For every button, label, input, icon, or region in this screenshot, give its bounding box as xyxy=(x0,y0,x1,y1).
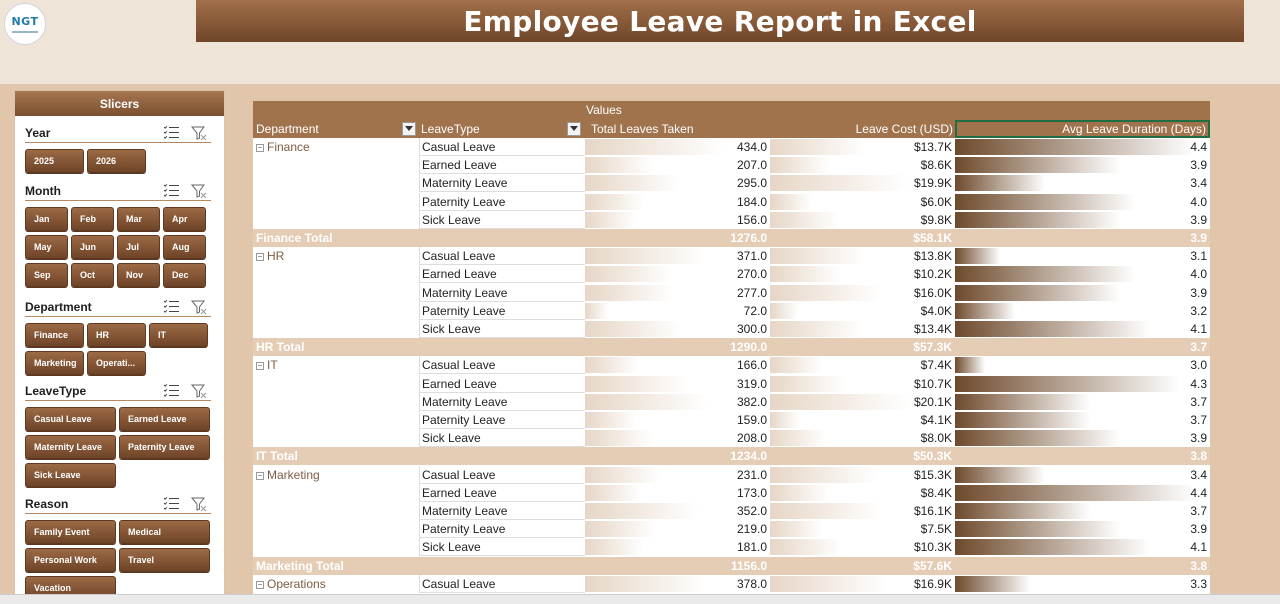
total-leaves-cell[interactable]: 319.0 xyxy=(736,376,767,391)
title-bar xyxy=(196,0,1244,42)
slicer-item-button[interactable]: 2026 xyxy=(87,149,146,173)
slicer-item-button[interactable]: Maternity Leave xyxy=(25,435,116,459)
leave-type-cell[interactable]: Sick Leave xyxy=(419,429,585,447)
table-row[interactable] xyxy=(253,174,1210,192)
slicer-item-button[interactable]: Feb xyxy=(71,207,114,231)
table-row[interactable] xyxy=(253,138,1210,156)
slicer-year xyxy=(25,123,225,173)
leavetype-filter-dropdown[interactable] xyxy=(567,122,581,136)
leave-type-cell[interactable]: Maternity Leave xyxy=(419,174,585,192)
slicer-item-button[interactable]: Earned Leave xyxy=(119,407,210,431)
total-leaves-column-header: Total Leaves Taken xyxy=(591,122,694,136)
leave-cost-cell[interactable]: $8.0K xyxy=(920,431,952,446)
clear-filter-icon[interactable] xyxy=(191,299,211,315)
table-row[interactable] xyxy=(253,247,1210,265)
leave-type-cell[interactable]: Earned Leave xyxy=(419,156,585,174)
clear-filter-icon[interactable] xyxy=(191,125,211,141)
table-row[interactable] xyxy=(253,520,1210,538)
slicer-header xyxy=(25,494,211,514)
table-row[interactable] xyxy=(253,575,1210,593)
avg-duration-cell[interactable]: 3.0 xyxy=(1190,358,1207,373)
subtotal-cost[interactable]: $58.1K xyxy=(913,231,952,245)
avg-duration-cell[interactable]: 4.4 xyxy=(1190,140,1207,154)
subtotal-avg[interactable]: 3.9 xyxy=(1190,231,1207,245)
subtotal-row[interactable] xyxy=(253,229,1210,247)
total-leaves-cell[interactable]: 352.0 xyxy=(736,504,767,518)
leave-cost-cell[interactable]: $7.5K xyxy=(920,522,952,537)
total-leaves-cell[interactable]: 166.0 xyxy=(736,358,767,373)
pivot-values-header-row xyxy=(253,101,1210,120)
avg-duration-cell[interactable]: 4.3 xyxy=(1190,376,1207,391)
total-leaves-cell[interactable]: 184.0 xyxy=(736,194,767,209)
slicer-item-button[interactable]: 2025 xyxy=(25,149,84,173)
logo-text: NGT xyxy=(11,15,39,28)
leave-cost-cell[interactable]: $4.0K xyxy=(920,303,952,318)
subtotal-label: HR Total xyxy=(256,340,305,355)
avg-duration-cell[interactable]: 3.9 xyxy=(1190,431,1207,446)
department-cell[interactable] xyxy=(256,575,326,593)
table-row[interactable] xyxy=(253,265,1210,283)
slicer-item-button[interactable]: Operati... xyxy=(87,351,146,375)
avg-duration-cell[interactable]: 4.1 xyxy=(1190,540,1207,555)
slicer-item-button[interactable]: Apr xyxy=(163,207,206,231)
slicer-buttons xyxy=(25,149,215,173)
collapse-icon[interactable]: − xyxy=(257,252,263,262)
subtotal-leaves[interactable]: 1234.0 xyxy=(730,449,767,464)
slicer-item-button[interactable]: Oct xyxy=(71,263,114,287)
avg-duration-cell[interactable]: 4.1 xyxy=(1190,322,1207,336)
leave-type-cell[interactable]: Sick Leave xyxy=(419,211,585,229)
avg-duration-cell[interactable]: 3.4 xyxy=(1190,467,1207,482)
avg-duration-cell[interactable]: 4.0 xyxy=(1190,267,1207,282)
slicer-item-button[interactable]: Casual Leave xyxy=(25,407,116,431)
leave-cost-cell[interactable]: $9.8K xyxy=(920,212,952,227)
total-leaves-cell[interactable]: 219.0 xyxy=(736,522,767,537)
subtotal-leaves[interactable]: 1156.0 xyxy=(730,558,767,573)
slicer-panel xyxy=(14,90,225,604)
total-leaves-cell[interactable]: 270.0 xyxy=(736,267,767,282)
slicer-item-button[interactable]: Aug xyxy=(163,235,206,259)
leave-type-cell[interactable]: Sick Leave xyxy=(419,538,585,556)
slicer-reason xyxy=(25,494,225,600)
avg-duration-cell[interactable]: 3.7 xyxy=(1190,394,1207,409)
collapse-icon[interactable]: − xyxy=(257,361,263,371)
slicer-item-button[interactable]: May xyxy=(25,235,68,259)
avg-duration-cell[interactable]: 3.7 xyxy=(1190,504,1207,518)
total-leaves-cell[interactable]: 434.0 xyxy=(736,140,767,154)
leave-type-cell[interactable]: Maternity Leave xyxy=(419,393,585,411)
leave-type-cell[interactable]: Paternity Leave xyxy=(419,193,585,211)
table-row[interactable] xyxy=(253,320,1210,338)
slicer-item-button[interactable]: Travel xyxy=(119,548,210,572)
selected-cell-outline xyxy=(955,120,1210,138)
leave-type-cell[interactable]: Casual Leave xyxy=(419,356,585,374)
subtotal-cost[interactable]: $57.6K xyxy=(913,558,952,573)
table-row[interactable] xyxy=(253,429,1210,447)
leave-cost-cell[interactable]: $15.3K xyxy=(913,467,952,482)
leave-cost-cell[interactable]: $20.1K xyxy=(913,394,952,409)
multi-select-icon[interactable] xyxy=(163,496,183,512)
slicer-buttons xyxy=(25,207,215,287)
clear-filter-icon[interactable] xyxy=(191,496,211,512)
multi-select-icon[interactable] xyxy=(163,183,183,199)
table-row[interactable] xyxy=(253,356,1210,374)
slicer-leavetype xyxy=(25,381,225,487)
total-leaves-cell[interactable]: 207.0 xyxy=(736,158,767,173)
subtotal-avg[interactable]: 3.8 xyxy=(1190,558,1207,573)
slicer-title: Department xyxy=(25,299,92,314)
subtotal-row[interactable] xyxy=(253,338,1210,356)
avg-duration-cell[interactable]: 3.3 xyxy=(1190,576,1207,591)
table-row[interactable] xyxy=(253,411,1210,429)
subtotal-cost[interactable]: $57.3K xyxy=(913,340,952,355)
table-row[interactable] xyxy=(253,193,1210,211)
total-leaves-cell[interactable]: 382.0 xyxy=(736,394,767,409)
total-leaves-cell[interactable]: 156.0 xyxy=(736,212,767,227)
avg-duration-cell[interactable]: 3.7 xyxy=(1190,413,1207,427)
leave-cost-cell[interactable]: $7.4K xyxy=(920,358,952,373)
slicer-item-button[interactable]: Marketing xyxy=(25,351,84,375)
slicer-item-button[interactable]: Vacation xyxy=(25,576,116,600)
leave-cost-cell[interactable]: $13.4K xyxy=(913,322,952,336)
total-leaves-cell[interactable]: 371.0 xyxy=(736,249,767,264)
multi-select-icon[interactable] xyxy=(163,383,183,399)
table-row[interactable] xyxy=(253,538,1210,556)
leave-cost-cell[interactable]: $16.9K xyxy=(913,576,952,591)
slicer-panel-header: Slicers xyxy=(15,91,224,116)
table-row[interactable] xyxy=(253,466,1210,484)
leave-cost-cell[interactable]: $13.7K xyxy=(913,140,952,154)
leave-cost-cell[interactable]: $16.1K xyxy=(913,504,952,518)
leave-type-cell[interactable]: Maternity Leave xyxy=(419,502,585,520)
total-leaves-cell[interactable]: 231.0 xyxy=(736,467,767,482)
leave-cost-cell[interactable]: $10.3K xyxy=(913,540,952,555)
clear-filter-icon[interactable] xyxy=(191,183,211,199)
leave-cost-cell[interactable]: $16.0K xyxy=(913,285,952,300)
department-name: Marketing xyxy=(267,467,320,482)
total-leaves-cell[interactable]: 208.0 xyxy=(736,431,767,446)
department-cell[interactable] xyxy=(256,247,284,265)
pivot-table[interactable] xyxy=(253,101,1210,604)
leave-type-cell[interactable]: Paternity Leave xyxy=(419,520,585,538)
slicer-item-button[interactable]: Family Event xyxy=(25,520,116,544)
leave-type-cell[interactable]: Casual Leave xyxy=(419,466,585,484)
department-filter-dropdown[interactable] xyxy=(402,122,416,136)
slicer-buttons xyxy=(25,407,215,487)
slicer-header xyxy=(25,181,211,201)
subtotal-avg[interactable]: 3.8 xyxy=(1190,449,1207,464)
avg-duration-cell[interactable]: 4.0 xyxy=(1190,194,1207,209)
total-leaves-cell[interactable]: 159.0 xyxy=(736,413,767,427)
leave-cost-cell[interactable]: $8.4K xyxy=(920,485,952,500)
clear-filter-icon[interactable] xyxy=(191,383,211,399)
table-row[interactable] xyxy=(253,393,1210,411)
leave-cost-cell[interactable]: $19.9K xyxy=(913,176,952,191)
total-leaves-cell[interactable]: 72.0 xyxy=(743,303,767,318)
avg-duration-cell[interactable]: 3.9 xyxy=(1190,158,1207,173)
department-name: HR xyxy=(267,249,285,264)
slicer-title: Year xyxy=(25,125,51,140)
values-label: Values xyxy=(586,103,622,117)
slicer-buttons xyxy=(25,323,215,375)
company-logo xyxy=(4,3,46,45)
slicer-item-button[interactable]: Jul xyxy=(117,235,160,259)
table-row[interactable] xyxy=(253,502,1210,520)
department-cell[interactable] xyxy=(256,356,278,374)
multi-select-icon[interactable] xyxy=(163,299,183,315)
slicer-item-button[interactable]: Sep xyxy=(25,263,68,287)
avg-duration-cell[interactable]: 3.9 xyxy=(1190,522,1207,537)
slicer-item-button[interactable]: Jan xyxy=(25,207,68,231)
page-title: Employee Leave Report in Excel xyxy=(463,4,977,38)
table-row[interactable] xyxy=(253,484,1210,502)
total-leaves-cell[interactable]: 277.0 xyxy=(736,285,767,300)
department-name: Operations xyxy=(267,576,326,591)
slicer-header xyxy=(25,297,211,317)
slicer-item-button[interactable]: Jun xyxy=(71,235,114,259)
leave-cost-column-header: Leave Cost (USD) xyxy=(855,122,953,136)
department-cell[interactable] xyxy=(256,466,320,484)
leave-type-cell[interactable]: Maternity Leave xyxy=(419,284,585,302)
slicer-item-button[interactable]: Medical xyxy=(119,520,210,544)
slicer-item-button[interactable]: Nov xyxy=(117,263,160,287)
department-name: Finance xyxy=(267,140,310,154)
multi-select-icon[interactable] xyxy=(163,125,183,141)
subtotal-label: Finance Total xyxy=(256,231,333,245)
leave-cost-cell[interactable]: $10.7K xyxy=(913,376,952,391)
avg-duration-cell[interactable]: 3.2 xyxy=(1190,303,1207,318)
table-row[interactable] xyxy=(253,375,1210,393)
chevron-down-icon xyxy=(570,126,578,132)
leave-type-cell[interactable]: Casual Leave xyxy=(419,247,585,265)
subtotal-leaves[interactable]: 1276.0 xyxy=(730,231,767,245)
leavetype-column-header: LeaveType xyxy=(421,122,480,136)
avg-duration-cell[interactable]: 3.9 xyxy=(1190,285,1207,300)
slicer-item-button[interactable]: Finance xyxy=(25,323,84,347)
slicer-department xyxy=(25,297,225,375)
department-cell[interactable] xyxy=(256,138,310,156)
slicer-month xyxy=(25,181,225,287)
avg-duration-cell[interactable]: 3.1 xyxy=(1190,249,1207,264)
slicer-header xyxy=(25,123,211,143)
leave-cost-cell[interactable]: $10.2K xyxy=(913,267,952,282)
subtotal-avg[interactable]: 3.7 xyxy=(1190,340,1207,355)
leave-cost-cell[interactable]: $6.0K xyxy=(920,194,952,209)
leave-cost-cell[interactable]: $13.8K xyxy=(913,249,952,264)
department-column-header: Department xyxy=(256,122,319,136)
table-row[interactable] xyxy=(253,284,1210,302)
table-row[interactable] xyxy=(253,156,1210,174)
slicer-item-button[interactable]: Personal Work xyxy=(25,548,116,572)
slicer-buttons xyxy=(25,520,215,600)
leave-type-cell[interactable]: Paternity Leave xyxy=(419,302,585,320)
collapse-icon[interactable]: − xyxy=(257,579,263,589)
slicer-item-button[interactable]: Sick Leave xyxy=(25,463,116,487)
total-leaves-cell[interactable]: 181.0 xyxy=(736,540,767,555)
subtotal-leaves[interactable]: 1290.0 xyxy=(730,340,767,355)
slicer-item-button[interactable]: HR xyxy=(87,323,146,347)
leave-type-cell[interactable]: Earned Leave xyxy=(419,265,585,283)
slicer-item-button[interactable]: Dec xyxy=(163,263,206,287)
avg-duration-cell[interactable]: 3.9 xyxy=(1190,212,1207,227)
department-name: IT xyxy=(267,358,278,373)
sheet-tab-bar xyxy=(0,594,1280,604)
slicer-item-button[interactable]: Mar xyxy=(117,207,160,231)
avg-duration-column-header: Avg Leave Duration (Days) xyxy=(1062,122,1206,136)
chevron-down-icon xyxy=(405,126,413,132)
leave-type-cell[interactable]: Sick Leave xyxy=(419,320,585,338)
leave-cost-cell[interactable]: $4.1K xyxy=(920,413,952,427)
slicer-header xyxy=(25,381,211,401)
total-leaves-cell[interactable]: 295.0 xyxy=(736,176,767,191)
leave-type-cell[interactable]: Paternity Leave xyxy=(419,411,585,429)
avg-duration-cell[interactable]: 3.4 xyxy=(1190,176,1207,191)
slicer-item-button[interactable]: Paternity Leave xyxy=(119,435,210,459)
collapse-icon[interactable]: − xyxy=(257,470,263,480)
table-row[interactable] xyxy=(253,211,1210,229)
subtotal-label: IT Total xyxy=(256,449,298,464)
subtotal-row[interactable] xyxy=(253,447,1210,465)
slicer-title: Reason xyxy=(25,496,69,511)
subtotal-row[interactable] xyxy=(253,557,1210,575)
logo-underline xyxy=(12,31,38,33)
avg-duration-cell[interactable]: 4.4 xyxy=(1190,485,1207,500)
slicer-item-button[interactable]: IT xyxy=(149,323,208,347)
leave-type-cell[interactable]: Earned Leave xyxy=(419,375,585,393)
leave-type-cell[interactable]: Earned Leave xyxy=(419,484,585,502)
total-leaves-cell[interactable]: 173.0 xyxy=(736,485,767,500)
leave-type-cell[interactable]: Casual Leave xyxy=(419,138,585,156)
total-leaves-cell[interactable]: 378.0 xyxy=(736,576,767,591)
total-leaves-cell[interactable]: 300.0 xyxy=(736,322,767,336)
leave-cost-cell[interactable]: $8.6K xyxy=(920,158,952,173)
slicer-title: Month xyxy=(25,183,61,198)
leave-type-cell[interactable]: Casual Leave xyxy=(419,575,585,593)
subtotal-label: Marketing Total xyxy=(256,558,344,573)
slicer-title: LeaveType xyxy=(25,383,87,398)
table-row[interactable] xyxy=(253,302,1210,320)
subtotal-cost[interactable]: $50.3K xyxy=(913,449,952,464)
collapse-icon[interactable]: − xyxy=(257,143,263,152)
pivot-column-header-row xyxy=(253,120,1210,138)
